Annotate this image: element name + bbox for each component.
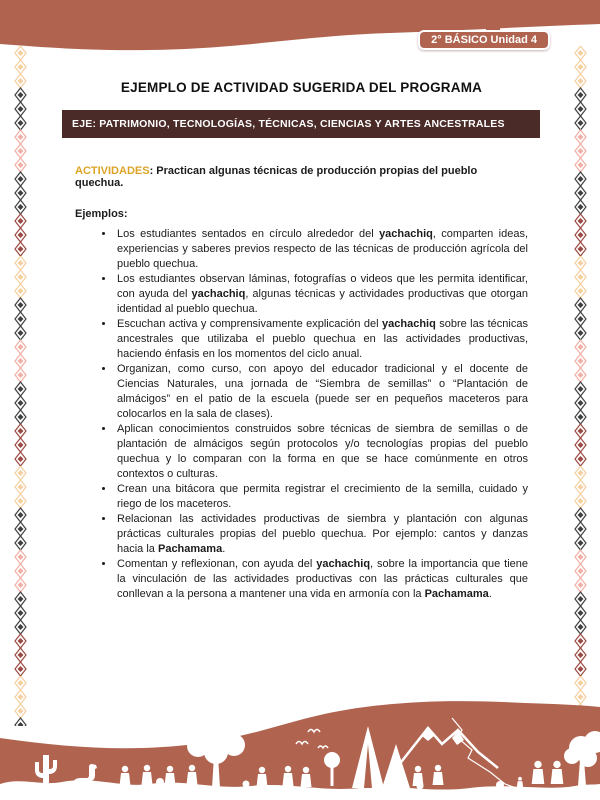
example-bullet: • Escuchan activa y comprensivamente explicación del yachachiq sobre las técnicas ancestrales que utilizaba el pueblo quechua en las actividades productivas, haciendo énfasis en los momentos del ciclo anual. (115, 317, 528, 362)
example-bullet: • Los estudiantes observan láminas, fotografías o videos que les permita identificar, con ayuda del yachachiq, algunas técnicas y actividades productivas que otorgan identidad al pueblo quechua. (115, 272, 528, 317)
example-bullet: • Crean una bitácora que permita registrar el crecimiento de la semilla, cuidado y riego de los maceteros. (115, 482, 528, 512)
bush-silhouette (417, 783, 424, 790)
footer-landscape-illustration (0, 700, 600, 800)
example-bullet: • Los estudiantes sentados en círculo alrededor del yachachiq, comparten ideas, experiencias y saberes previos respecto de las técnicas de producción agrícola del pueblo quechua. (115, 227, 528, 272)
bush-silhouette (496, 781, 504, 789)
activities-label: ACTIVIDADES (75, 165, 150, 177)
example-bullet: • Organizan, como curso, con apoyo del educador tradicional y el docente de Ciencias Naturales, una jornada de “Siembra de semillas” o “Plantación de almácigos” en el patio de la escuela (puede ser en pequeños maceteros para colocarlos en la sala de clases). (115, 362, 528, 422)
eje-banner: EJE: PATRIMONIO, TECNOLOGÍAS, TÉCNICAS, CIENCIAS Y ARTES ANCESTRALES (62, 110, 540, 138)
examples-list (75, 227, 528, 602)
document-content (27, 52, 573, 602)
examples-label: Ejemplos: (75, 208, 128, 220)
bush-silhouette (243, 781, 250, 788)
activities-line (75, 165, 528, 189)
bush-silhouette (156, 778, 164, 786)
left-textile-border-pattern (14, 46, 27, 726)
unit-badge: 2° BÁSICO Unidad 4 (418, 30, 550, 50)
activities-separator: : (149, 165, 157, 177)
example-bullet: • Comentan y reflexionan, con ayuda del yachachiq, sobre la importancia que tiene la vinculación de las actividades productivas con las prácticas culturales que conllevan a la persona a mantener una vida en armonía con la Pachamama. (115, 557, 528, 602)
activities-text: Practican algunas técnicas de producción propias del pueblo quechua. (75, 165, 478, 189)
example-bullet: • Relacionan las actividades productivas de siembra y plantación con algunas prácticas culturales propias del pueblo quechua. Por ejemplo: cantos y danzas hacia la Pachamama. (115, 512, 528, 557)
page-title: EJEMPLO DE ACTIVIDAD SUGERIDA DEL PROGRAMA (120, 80, 483, 95)
right-textile-border-pattern (574, 46, 587, 726)
example-bullet: • Aplican conocimientos construidos sobre técnicas de siembra de semillas o de plantación de almácigos según protocolos y/o tecnologías propias del pueblo quechua y lo comparan con la forma en que se hace comúnmente en otros contextos o culturas. (115, 422, 528, 482)
